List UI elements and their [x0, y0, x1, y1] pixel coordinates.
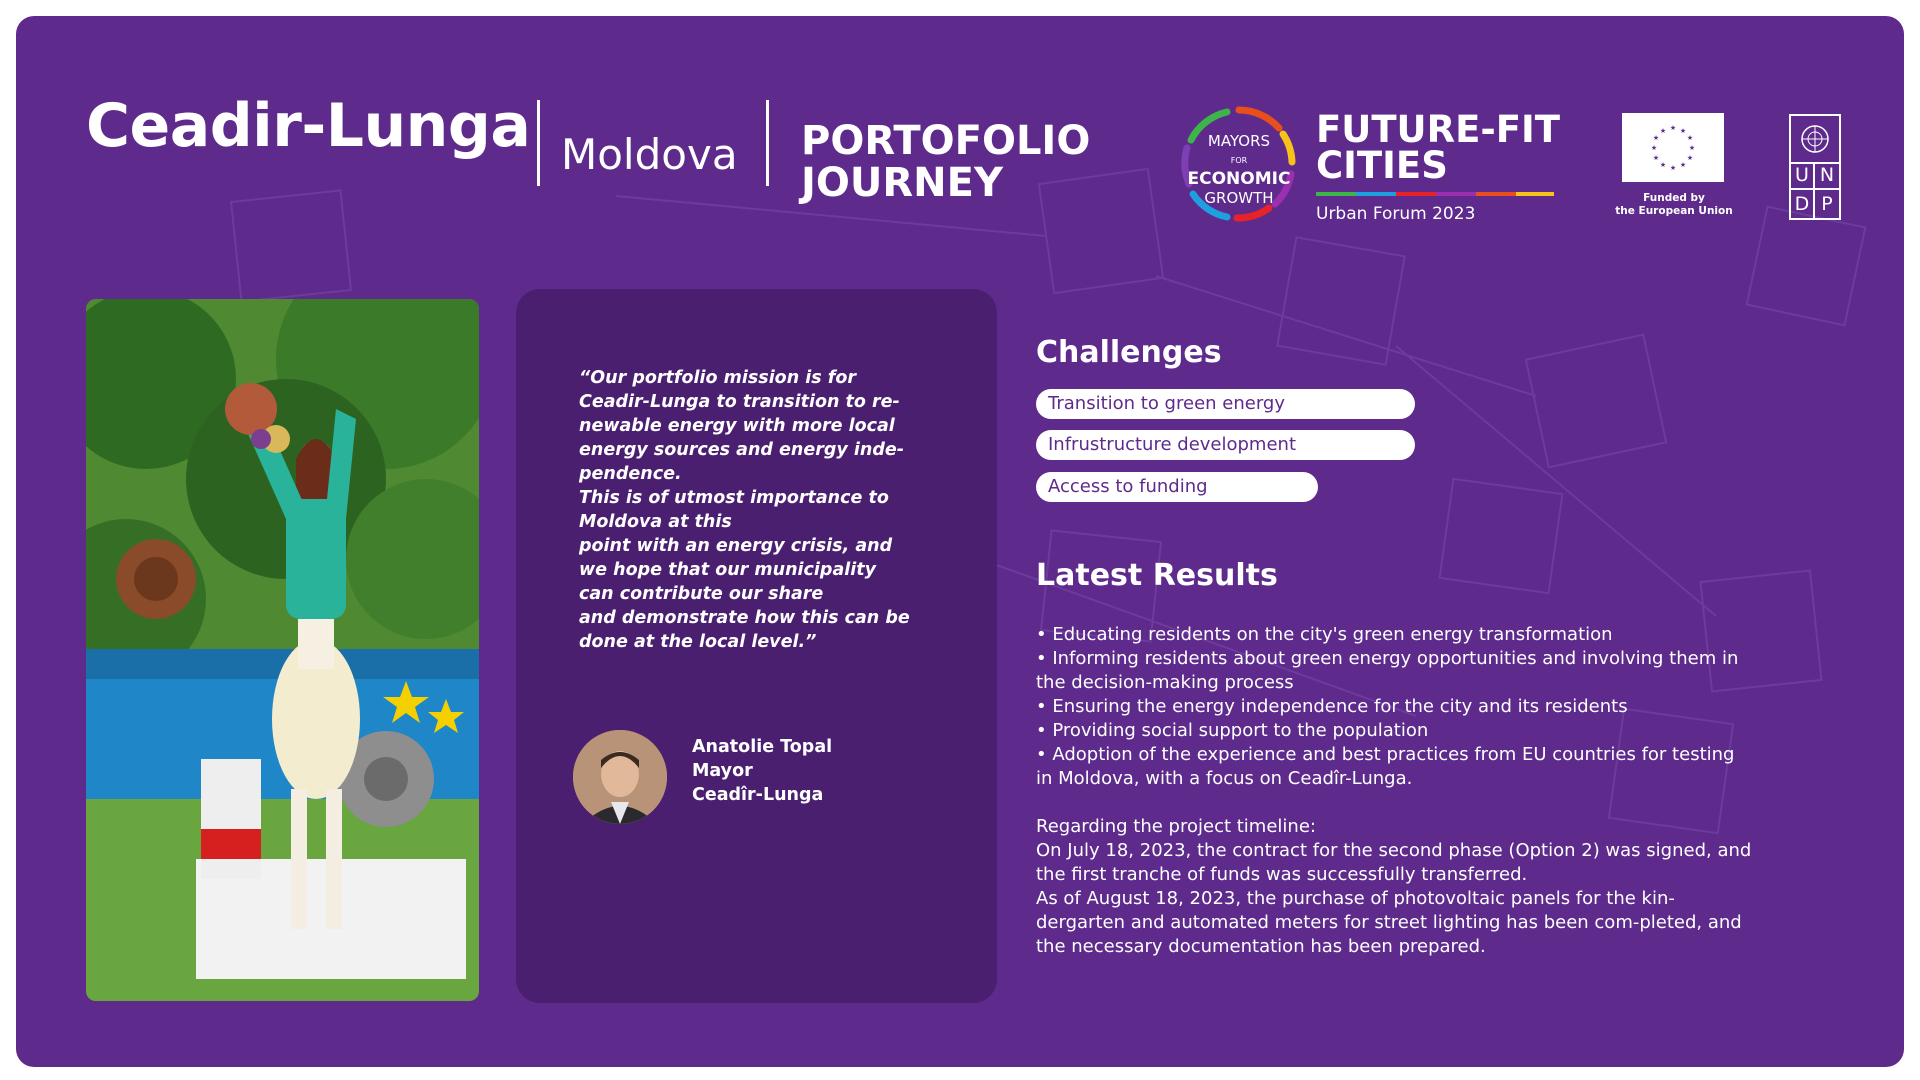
eu-flag-icon [1622, 113, 1724, 182]
ffc-color-bar [1316, 192, 1554, 196]
portfolio-journey-title [801, 120, 1090, 204]
m4eg-line-1: MAYORS [1207, 132, 1271, 150]
header-divider [766, 100, 769, 186]
challenge-pill: Infrustructure development [1036, 430, 1415, 460]
undp-letter: N [1815, 162, 1839, 190]
svg-text:★: ★ [1650, 144, 1658, 152]
country-title: Moldova [561, 130, 738, 179]
undp-letter: U [1791, 162, 1815, 190]
challenges-heading: Challenges [1036, 335, 1222, 370]
statue-photo [86, 299, 479, 1001]
svg-text:★: ★ [1686, 154, 1694, 162]
mayor-name: Anatolie Topal [692, 737, 833, 757]
ffc-line-2: CITIES [1316, 144, 1448, 187]
svg-text:★: ★ [1652, 134, 1660, 142]
undp-letter: P [1821, 193, 1833, 215]
spacer [1036, 791, 1756, 815]
svg-text:★: ★ [1652, 154, 1660, 162]
m4eg-for: FOR [1230, 156, 1248, 165]
results-body [1036, 623, 1756, 959]
urban-forum-subtitle: Urban Forum 2023 [1316, 204, 1476, 224]
timeline-entry: On July 18, 2023, the contract for the second phase (Option 2) was signed, and the first tranche of funds was successfully transferred. [1036, 840, 1752, 885]
eu-funded-text [1604, 192, 1744, 218]
svg-text:★: ★ [1669, 164, 1677, 172]
svg-text:★: ★ [1688, 144, 1696, 152]
result-bullet: • Educating residents on the city's green energy transformation [1036, 624, 1613, 645]
result-bullet: • Providing social support to the population [1036, 720, 1429, 741]
timeline-entry: As of August 18, 2023, the purchase of photovoltaic panels for the kin-dergarten and automated meters for street lighting has been com-pleted, and the necessary documentation has been prepared. [1036, 888, 1742, 957]
journey-line-2: JOURNEY [801, 160, 1003, 206]
future-fit-cities-logo [1316, 108, 1561, 187]
mayor-role: Mayor [692, 761, 753, 781]
svg-text:★: ★ [1679, 127, 1687, 135]
m4eg-logo-text [1179, 132, 1299, 208]
mayor-info [692, 735, 832, 807]
ffc-line-1: FUTURE-FIT [1316, 108, 1561, 151]
svg-text:★: ★ [1686, 134, 1694, 142]
un-emblem-icon [1791, 116, 1839, 164]
timeline-heading: Regarding the project timeline: [1036, 816, 1316, 837]
undp-logo [1789, 114, 1841, 220]
svg-text:★: ★ [1669, 124, 1677, 132]
svg-text:★: ★ [1679, 161, 1687, 169]
eu-line-1: Funded by [1643, 192, 1705, 204]
city-title: Ceadir-Lunga [86, 91, 531, 161]
result-bullet: • Informing residents about green energy opportunities and involving them in the decision-making process [1036, 648, 1739, 693]
mayor-city: Ceadîr-Lunga [692, 785, 824, 805]
svg-text:★: ★ [1659, 161, 1667, 169]
undp-letter: D [1791, 190, 1815, 218]
journey-line-1: PORTOFOLIO [801, 118, 1091, 164]
eu-line-2: the European Union [1615, 205, 1733, 217]
m4eg-line-3: GROWTH [1204, 189, 1274, 207]
challenge-pill: Transition to green energy [1036, 389, 1415, 419]
challenge-pill: Access to funding [1036, 472, 1318, 502]
result-bullet: • Adoption of the experience and best practices from EU countries for testing in Moldova, with a focus on Ceadîr-Lunga. [1036, 744, 1735, 789]
result-bullet: • Ensuring the energy independence for the city and its residents [1036, 696, 1628, 717]
results-heading: Latest Results [1036, 558, 1278, 593]
svg-text:★: ★ [1659, 127, 1667, 135]
poster-card [16, 16, 1904, 1067]
avatar [573, 730, 667, 824]
m4eg-line-2: ECONOMIC [1187, 169, 1291, 189]
header-divider [537, 100, 540, 186]
mayor-quote: “Our portfolio mission is for Ceadir-Lunga to transition to re- newable energy with more local energy sources and energy inde- pendence. This is of utmost importance to Moldova at this point with an energy crisis, and we hope that our municipality can contribute our share and demonstrate how this can be done at the local level.” [579, 368, 910, 652]
